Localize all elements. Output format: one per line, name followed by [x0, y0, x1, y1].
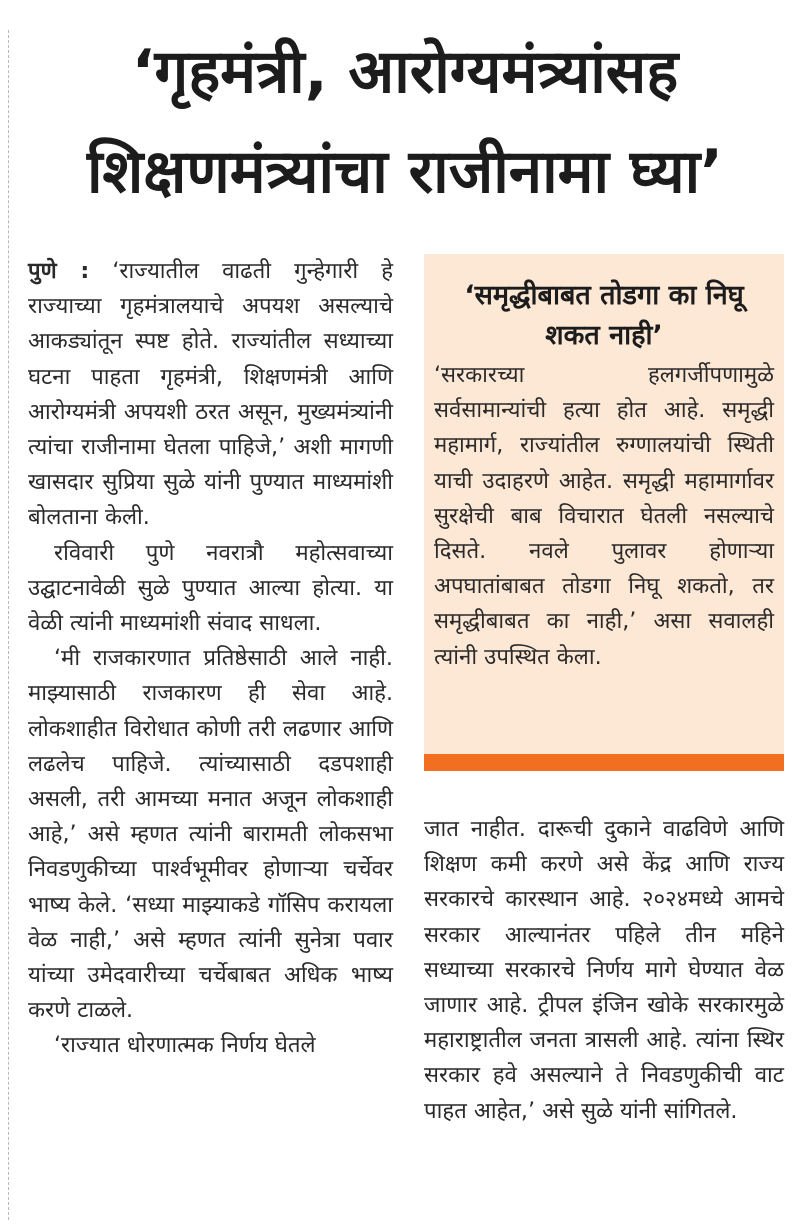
left-column: [28, 254, 393, 1064]
sidebar-box-body: ‘सरकारच्या हलगर्जीपणामुळे सर्वसामान्यांची हत्या होत आहे. समृद्धी महामार्ग, राज्यांतील रुग्णालयांची स्थिती याची उदाहरणे आहेत. समृद्धी महामार्गावर सुरक्षेची बाब विचारात घेतली नसल्याचे दिसते. नवले पुलावर होणाऱ्या अपघातांबाबत तोडगा निघू शकतो, तर समृद्धीबाबत का नाही,’ असा सवालही त्यांनी उपस्थित केला.: [434, 362, 774, 670]
paragraph-3: ‘मी राजकारणात प्रतिष्ठेसाठी आले नाही. माझ्यासाठी राजकारण ही सेवा आहे. लोकशाहीत विरोधात कोणी तरी लढणार आणि लढलेच पाहिजे. त्यांच्यासाठी दडपशाही असली, तरी आमच्या मनात अजून लोकशाही आहे,’ असे म्हणत त्यांनी बारामती लोकसभा निवडणुकीच्या पार्श्वभूमीवर होणाऱ्या चर्चेवर भाष्य केले. ‘सध्या माझ्याकडे गॉसिप करायला वेळ नाही,’ असे म्हणत त्यांनी सुनेत्रा पवार यांच्या उमेदवारीच्या चर्चेबाबत अधिक भाष्य करणे टाळले.: [28, 645, 393, 1024]
dateline: पुणे :: [28, 258, 90, 284]
headline: ‘गृहमंत्री, आरोग्यमंत्र्यांसह शिक्षणमंत्र्यांचा राजीनामा घ्या’: [87, 37, 723, 207]
sidebar-box: [424, 254, 784, 754]
right-column: [424, 812, 784, 1129]
sidebar-box-title: ‘समृद्धीबाबत तोडगा का निघू शकत नाही’: [464, 280, 744, 351]
paragraph-2: रविवारी पुणे नवरात्रौ महोत्सवाच्या उद्घाटनावेळी सुळे पुण्यात आल्या होत्या. या वेळी त्यांनी माध्यमांशी संवाद साधला.: [28, 539, 393, 637]
paragraph-4: ‘राज्यात धोरणात्मक निर्णय घेतले: [54, 1032, 316, 1059]
paragraph-1-text: ‘राज्यातील वाढती गुन्हेगारी हे राज्याच्या गृहमंत्रालयाचे अपयश असल्याचे आकड्यांतून स्पष्ट होते. राज्यांतील सध्याच्या घटना पाहता गृहमंत्री, शिक्षणमंत्री आणि आरोग्यमंत्री अपयशी ठरत असून, मुख्यमंत्र्यांनी त्यांचा राजीनामा घेतला पाहिजे,’ अशी मागणी खासदार सुप्रिया सुळे यांनी पुण्यात माध्यमांशी बोलताना केली.: [28, 258, 393, 531]
sidebar-box-accent-bar: [424, 754, 784, 771]
right-continuation: जात नाहीत. दारूची दुकाने वाढविणे आणि शिक्षण कमी करणे असे केंद्र आणि राज्य सरकारचे कारस्थान आहे. २०२४मध्ये आमचे सरकार आल्यानंतर पहिले तीन महिने सध्याच्या सरकारचे निर्णय मागे घेण्यात वेळ जाणार आहे. ट्रीपल इंजिन खोके सरकारमुळे महाराष्ट्रातील जनता त्रासली आहे. त्यांना स्थिर सरकार हवे असल्याने ते निवडणुकीची वाट पाहत आहेत,’ असे सुळे यांनी सांगितले.: [424, 816, 784, 1124]
margin-dashed-rule: [8, 30, 9, 1220]
paragraph-1: [28, 254, 393, 536]
